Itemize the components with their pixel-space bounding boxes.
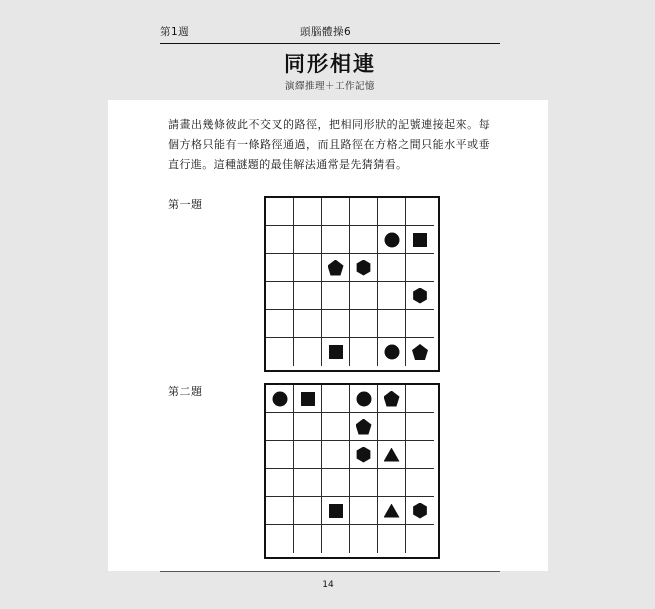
grid-cell[interactable] bbox=[350, 385, 378, 413]
grid-cell[interactable] bbox=[322, 226, 350, 254]
page-subtitle: 演繹推理＋工作記憶 bbox=[284, 81, 375, 92]
grid-cell[interactable] bbox=[406, 525, 434, 553]
grid-cell[interactable] bbox=[266, 310, 294, 338]
grid-cell[interactable] bbox=[406, 413, 434, 441]
grid-cell[interactable] bbox=[294, 525, 322, 553]
grid-cell[interactable] bbox=[378, 525, 406, 553]
grid-cell[interactable] bbox=[378, 198, 406, 226]
grid-cell[interactable] bbox=[378, 497, 406, 525]
hexagon-icon bbox=[356, 447, 372, 463]
header-divider bbox=[160, 43, 500, 44]
grid-cell[interactable] bbox=[406, 254, 434, 282]
grid-cell[interactable] bbox=[350, 338, 378, 366]
circle-icon bbox=[356, 391, 371, 406]
grid-cell[interactable] bbox=[294, 385, 322, 413]
page-title: 同形相連 bbox=[284, 51, 376, 76]
section-label: 頭腦體操6 bbox=[300, 26, 352, 38]
grid-cell[interactable] bbox=[350, 525, 378, 553]
page-number: 14 bbox=[322, 580, 334, 590]
puzzle-one-grid[interactable] bbox=[264, 196, 440, 372]
grid-cell[interactable] bbox=[350, 226, 378, 254]
book-page bbox=[108, 0, 548, 609]
footer-divider bbox=[160, 571, 500, 572]
grid-cell[interactable] bbox=[350, 441, 378, 469]
grid-cell[interactable] bbox=[266, 497, 294, 525]
grid-cell[interactable] bbox=[406, 226, 434, 254]
grid-cell[interactable] bbox=[322, 254, 350, 282]
page-header-band bbox=[108, 0, 548, 100]
puzzle-one bbox=[168, 196, 498, 368]
grid-cell[interactable] bbox=[294, 254, 322, 282]
grid-cell[interactable] bbox=[378, 469, 406, 497]
grid-cell[interactable] bbox=[378, 441, 406, 469]
grid-cell[interactable] bbox=[406, 441, 434, 469]
grid-cell[interactable] bbox=[294, 282, 322, 310]
grid-cell[interactable] bbox=[266, 282, 294, 310]
grid-cell[interactable] bbox=[266, 198, 294, 226]
grid-cell[interactable] bbox=[406, 310, 434, 338]
grid-cell[interactable] bbox=[322, 338, 350, 366]
square-icon bbox=[329, 345, 343, 359]
triangle-icon bbox=[384, 448, 400, 462]
grid-cell[interactable] bbox=[322, 385, 350, 413]
grid-cell[interactable] bbox=[266, 254, 294, 282]
week-label: 第1週 bbox=[160, 26, 190, 38]
grid-cell[interactable] bbox=[294, 310, 322, 338]
square-icon bbox=[301, 392, 315, 406]
triangle-icon bbox=[384, 504, 400, 518]
pentagon-icon bbox=[384, 391, 400, 407]
grid-cell[interactable] bbox=[378, 413, 406, 441]
square-icon bbox=[329, 504, 343, 518]
grid-cell[interactable] bbox=[266, 469, 294, 497]
grid-cell[interactable] bbox=[294, 338, 322, 366]
grid-cell[interactable] bbox=[294, 469, 322, 497]
puzzle-two bbox=[168, 383, 498, 555]
grid-cell[interactable] bbox=[406, 497, 434, 525]
grid-cell[interactable] bbox=[406, 338, 434, 366]
hexagon-icon bbox=[356, 260, 372, 276]
grid-cell[interactable] bbox=[350, 497, 378, 525]
hexagon-icon bbox=[412, 288, 428, 304]
grid-cell[interactable] bbox=[294, 198, 322, 226]
grid-cell[interactable] bbox=[378, 385, 406, 413]
grid-cell[interactable] bbox=[378, 282, 406, 310]
grid-cell[interactable] bbox=[322, 310, 350, 338]
pentagon-icon bbox=[328, 260, 344, 276]
grid-cell[interactable] bbox=[294, 441, 322, 469]
grid-cell[interactable] bbox=[322, 198, 350, 226]
grid-cell[interactable] bbox=[266, 441, 294, 469]
pentagon-icon bbox=[412, 344, 428, 360]
grid-cell[interactable] bbox=[322, 413, 350, 441]
grid-cell[interactable] bbox=[350, 413, 378, 441]
instructions-text: 請畫出幾條彼此不交叉的路徑，把相同形狀的記號連接起來。每個方格只能有一條路徑通過，而且路徑在方格之間只能水平或垂直行進。這種謎題的最佳解法通常是先猜猜看。 bbox=[168, 118, 490, 171]
grid-cell[interactable] bbox=[350, 282, 378, 310]
grid-cell[interactable] bbox=[294, 413, 322, 441]
header-row bbox=[160, 24, 500, 42]
square-icon bbox=[413, 233, 427, 247]
grid-cell[interactable] bbox=[406, 198, 434, 226]
grid-cell[interactable] bbox=[350, 469, 378, 497]
grid-cell[interactable] bbox=[322, 282, 350, 310]
hexagon-icon bbox=[412, 503, 428, 519]
circle-icon bbox=[272, 391, 287, 406]
grid-cell[interactable] bbox=[294, 497, 322, 525]
grid-cell[interactable] bbox=[266, 338, 294, 366]
page-footer-band bbox=[108, 571, 548, 609]
grid-cell[interactable] bbox=[350, 198, 378, 226]
circle-icon bbox=[384, 345, 399, 360]
page-header bbox=[160, 24, 500, 92]
grid-cell[interactable] bbox=[406, 282, 434, 310]
grid-cell[interactable] bbox=[266, 385, 294, 413]
grid-cell[interactable] bbox=[322, 497, 350, 525]
grid-cell[interactable] bbox=[266, 226, 294, 254]
grid-cell[interactable] bbox=[350, 310, 378, 338]
grid-cell[interactable] bbox=[322, 525, 350, 553]
grid-cell[interactable] bbox=[406, 469, 434, 497]
puzzle-two-label: 第二題 bbox=[168, 385, 203, 398]
grid-cell[interactable] bbox=[378, 310, 406, 338]
grid-cell[interactable] bbox=[266, 525, 294, 553]
grid-cell[interactable] bbox=[322, 441, 350, 469]
grid-cell[interactable] bbox=[378, 226, 406, 254]
pentagon-icon bbox=[356, 419, 372, 435]
grid-cell[interactable] bbox=[378, 338, 406, 366]
circle-icon bbox=[384, 232, 399, 247]
grid-cell[interactable] bbox=[378, 254, 406, 282]
puzzle-one-label: 第一題 bbox=[168, 198, 203, 211]
grid-cell[interactable] bbox=[322, 469, 350, 497]
grid-cell[interactable] bbox=[294, 226, 322, 254]
grid-cell[interactable] bbox=[266, 413, 294, 441]
grid-cell[interactable] bbox=[350, 254, 378, 282]
grid-cell[interactable] bbox=[406, 385, 434, 413]
puzzle-two-grid[interactable] bbox=[264, 383, 440, 559]
